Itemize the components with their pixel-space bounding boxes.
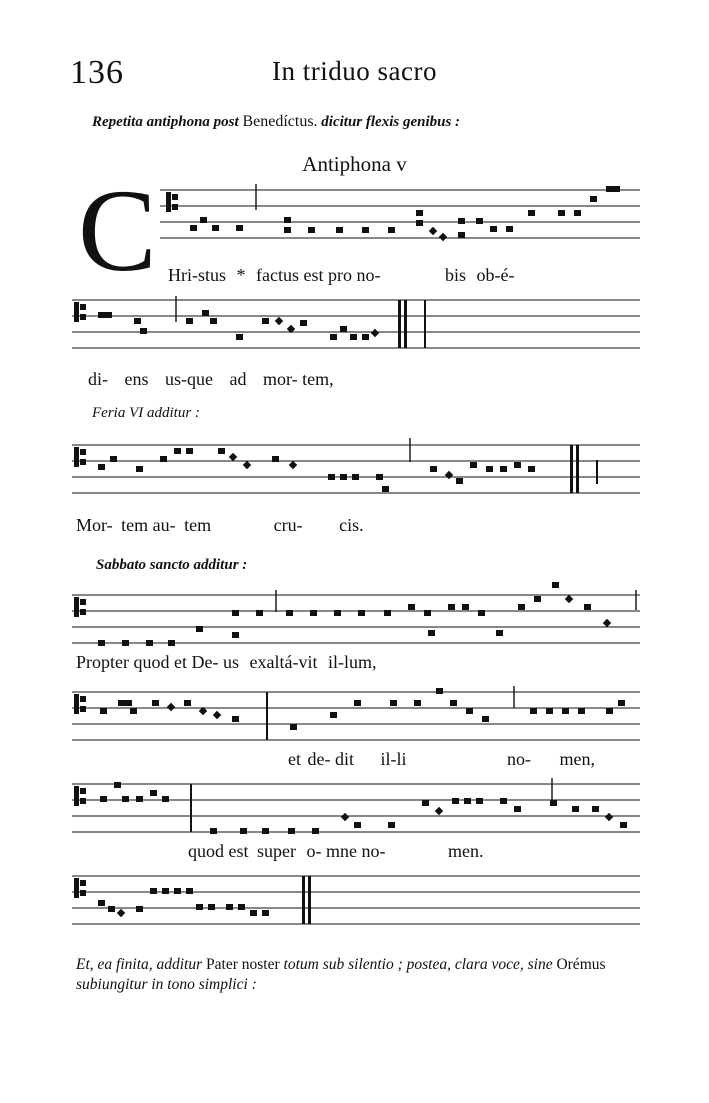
syllable: no- (356, 265, 381, 285)
syllable: tem (121, 515, 149, 535)
syllable: tem (184, 515, 212, 535)
closing-b: Pater noster (206, 956, 280, 973)
lyrics-line-3 (76, 515, 364, 536)
syllable: no- (361, 841, 386, 861)
closing-c: totum sub silentio ; postea, clara voce, (283, 956, 524, 973)
syllable: exaltá-vit (249, 652, 318, 672)
syllable: ens (124, 369, 149, 389)
rubric-feria: Feria VI additur : (92, 405, 200, 421)
rubric-top-part3: dicitur flexis genibus : (321, 114, 461, 130)
syllable: us (222, 652, 239, 672)
syllable: bis (444, 265, 466, 285)
syllable: Mor- (76, 515, 113, 535)
syllable: De- (191, 652, 219, 672)
clefs (74, 192, 178, 898)
page-number: 136 (70, 54, 124, 91)
syllable: ob-é- (476, 265, 515, 285)
syllable: au- (152, 515, 176, 535)
syllable: il-li (380, 749, 407, 769)
syllable: super (257, 841, 296, 861)
syllable: us-que (165, 369, 213, 389)
rubric-top-part1: Repetita antiphona post (92, 114, 239, 130)
syllable: o- (306, 841, 322, 861)
antiphon-initial: C (78, 165, 157, 296)
syllable: est (228, 841, 249, 861)
lyrics-line-4 (76, 652, 376, 673)
syllable: quod (188, 841, 224, 861)
closing-d: sine (527, 956, 553, 973)
syllable: est (303, 265, 324, 285)
lyrics-line-1 (168, 265, 514, 286)
rubric-top-part2: Benedíctus. (242, 113, 318, 130)
syllable: factus (256, 265, 299, 285)
syllable: men, (559, 749, 595, 769)
syllable: de- (307, 749, 331, 769)
rubric-sabbato: Sabbato sancto additur : (96, 557, 248, 573)
syllable: Hri-stus (168, 265, 226, 285)
syllable: cru- (273, 515, 303, 535)
lyrics-line-2 (88, 369, 334, 390)
neumes (98, 186, 627, 924)
syllable: cis. (339, 515, 364, 535)
closing-e: Orémus (556, 956, 606, 973)
closing-a: Et, ea finita, additur (76, 956, 203, 973)
page-title: In triduo sacro (272, 56, 437, 86)
syllable: men. (448, 841, 484, 861)
syllable: quod (133, 652, 170, 672)
lyrics-line-5 (288, 749, 595, 770)
syllable: di- (88, 369, 108, 389)
antiphon-label: Antiphona v (302, 152, 407, 176)
lyrics-line-6 (188, 841, 484, 862)
syllable: ad (229, 369, 247, 389)
syllable: tem, (302, 369, 334, 389)
syllable: dit (334, 749, 354, 769)
closing-f: subiungitur in tono simplici : (76, 976, 257, 993)
syllable: Propter (76, 652, 129, 672)
syllable: il-lum, (327, 652, 377, 672)
syllable: et (288, 749, 301, 769)
rubric-closing (76, 955, 656, 995)
syllable: mor- (263, 369, 298, 389)
syllable: mne (326, 841, 357, 861)
syllable: et (174, 652, 187, 672)
syllable: pro (327, 265, 352, 285)
syllable: no- (507, 749, 531, 769)
syllable: * (236, 265, 246, 285)
